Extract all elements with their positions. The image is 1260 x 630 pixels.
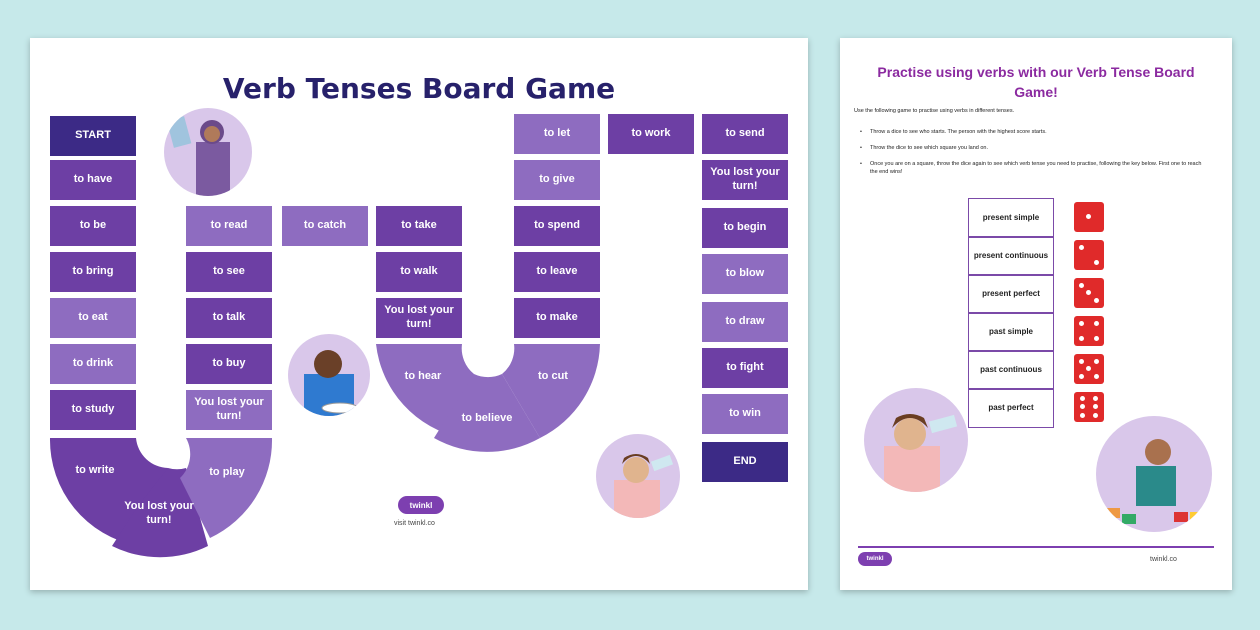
- die-two-icon: [1074, 240, 1104, 270]
- square-to-give: to give: [514, 160, 600, 200]
- square-to-bring: to bring: [50, 252, 136, 292]
- key-past-simple: past simple: [968, 312, 1054, 352]
- square-to-see: to see: [186, 252, 272, 292]
- footer-divider: [858, 546, 1214, 548]
- girl-drinking-illustration: [596, 434, 680, 518]
- square-to-make: to make: [514, 298, 600, 338]
- instructions-page: [840, 38, 1232, 590]
- die-four-icon: [1074, 316, 1104, 346]
- square-to-talk: to talk: [186, 298, 272, 338]
- square-to-eat: to eat: [50, 298, 136, 338]
- square-to-let: to let: [514, 114, 600, 154]
- square-to-send: to send: [702, 114, 788, 154]
- square-to-read: to read: [186, 206, 272, 246]
- square-to-begin: to begin: [702, 208, 788, 248]
- instruction-bullet-3: • Once you are on a square, throw the dice again to see which verb tense you need to practise, following the key below. First one to reach the end wins!: [870, 160, 1210, 177]
- board-page: [30, 38, 808, 590]
- key-present-simple: present simple: [968, 198, 1054, 238]
- key-past-continuous: past continuous: [968, 350, 1054, 390]
- square-to-play: to play: [209, 466, 245, 478]
- boy-building-blocks-illustration: [1096, 416, 1212, 532]
- footer-url: twinkl.co: [1150, 556, 1177, 563]
- instructions-intro: Use the following game to practise using verbs in different tenses.: [854, 108, 1015, 114]
- square-to-cut: to cut: [538, 370, 568, 382]
- square-to-study: to study: [50, 390, 136, 430]
- square-to-drink: to drink: [50, 344, 136, 384]
- square-end: END: [702, 442, 788, 482]
- instruction-bullet-1: • Throw a dice to see who starts. The person with the highest score starts.: [870, 128, 1210, 136]
- key-present-continuous: present continuous: [968, 236, 1054, 276]
- square-to-buy: to buy: [186, 344, 272, 384]
- square-to-leave: to leave: [514, 252, 600, 292]
- square-to-draw: to draw: [702, 302, 788, 342]
- square-lost-turn-3: You lost your turn!: [376, 298, 462, 338]
- board-url: visit twinkl.co: [394, 520, 435, 527]
- square-start: START: [50, 116, 136, 156]
- woman-reading-illustration: [164, 108, 252, 196]
- twinkl-logo: twinkl: [398, 496, 444, 514]
- square-lost-turn-2: You lost your turn!: [186, 390, 272, 430]
- square-lost-turn-1: You lost your turn!: [124, 500, 194, 526]
- key-present-perfect: present perfect: [968, 274, 1054, 314]
- die-five-icon: [1074, 354, 1104, 384]
- twinkl-footer-logo: twinkl: [858, 552, 892, 566]
- square-to-be: to be: [50, 206, 136, 246]
- boy-eating-illustration: [288, 334, 370, 416]
- square-to-fight: to fight: [702, 348, 788, 388]
- girl-drinking-illustration-2: [864, 388, 968, 492]
- die-three-icon: [1074, 278, 1104, 308]
- square-to-spend: to spend: [514, 206, 600, 246]
- board-title: Verb Tenses Board Game: [222, 72, 616, 105]
- square-to-believe: to believe: [461, 412, 513, 424]
- instruction-bullet-2: • Throw the dice to see which square you land on.: [870, 144, 1210, 152]
- square-to-have: to have: [50, 160, 136, 200]
- square-to-take: to take: [376, 206, 462, 246]
- die-six-icon: [1074, 392, 1104, 422]
- square-to-work: to work: [608, 114, 694, 154]
- square-to-write: to write: [75, 464, 115, 476]
- square-to-catch: to catch: [282, 206, 368, 246]
- square-to-hear: to hear: [404, 370, 442, 382]
- key-past-perfect: past perfect: [968, 388, 1054, 428]
- instructions-title: Practise using verbs with our Verb Tense Board Game!: [877, 64, 1195, 101]
- square-to-blow: to blow: [702, 254, 788, 294]
- square-to-win: to win: [702, 394, 788, 434]
- square-lost-turn-4: You lost your turn!: [702, 160, 788, 200]
- square-to-walk: to walk: [376, 252, 462, 292]
- die-one-icon: [1074, 202, 1104, 232]
